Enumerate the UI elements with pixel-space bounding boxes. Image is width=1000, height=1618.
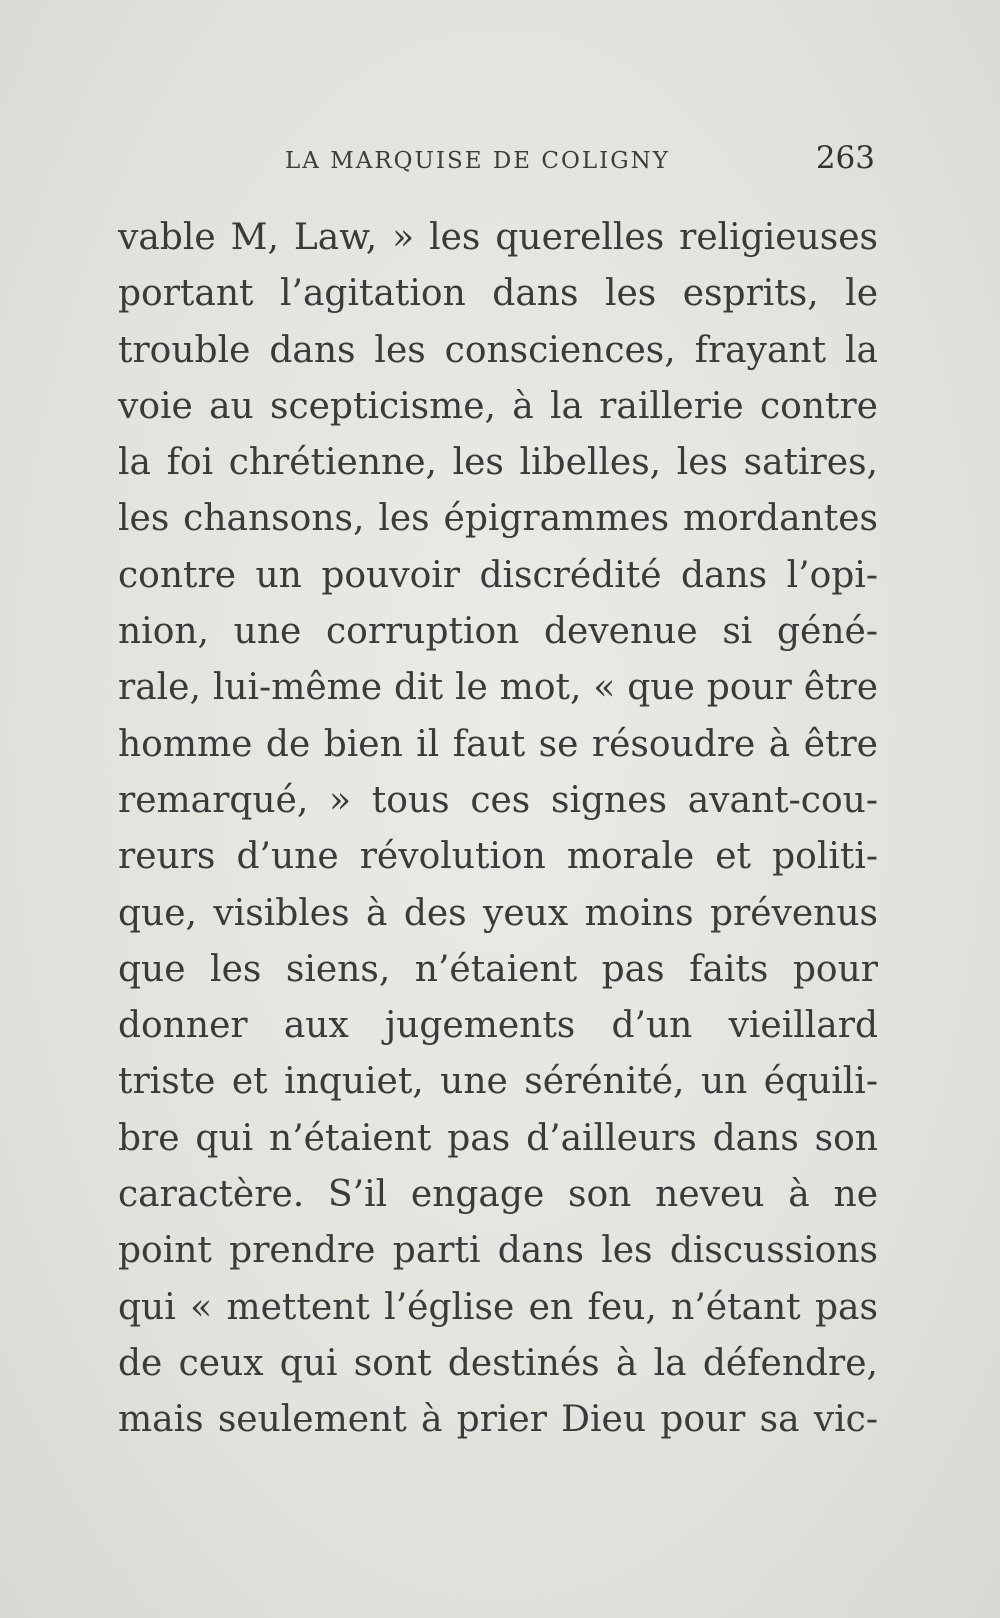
text-line: portant l’agitation dans les esprits, le (118, 273, 878, 315)
text-line: point prendre parti dans les discussions (118, 1230, 878, 1272)
text-line: voie au scepticisme, à la raillerie contre (118, 385, 878, 427)
text-line: caractère. S’il engage son neveu à ne (118, 1174, 878, 1216)
text-line: remarqué, » tous ces signes avant-cou- (118, 779, 878, 821)
text-line: la foi chrétienne, les libelles, les satires, (118, 442, 878, 484)
text-line: de ceux qui sont destinés à la défendre, (118, 1342, 878, 1384)
text-line: les chansons, les épigrammes mordantes (118, 498, 878, 540)
text-line: que les siens, n’étaient pas faits pour (118, 948, 878, 990)
text-line: contre un pouvoir discrédité dans l’opi- (118, 554, 878, 596)
page-number: 263 (815, 140, 875, 176)
text-line: reurs d’une révolution morale et politi- (118, 836, 878, 878)
text-line: bre qui n’étaient pas d’ailleurs dans son (118, 1117, 878, 1159)
text-line: triste et inquiet, une sérénité, un équili- (118, 1061, 878, 1103)
text-line: qui « mettent l’église en feu, n’étant pas (118, 1286, 878, 1328)
running-head (115, 140, 875, 184)
text-line: rale, lui-même dit le mot, « que pour être (118, 667, 878, 709)
running-title: LA MARQUISE DE COLIGNY (285, 148, 670, 174)
text-line: que, visibles à des yeux moins prévenus (118, 892, 878, 934)
text-line: donner aux jugements d’un vieillard (118, 1005, 878, 1047)
text-line: homme de bien il faut se résoudre à être (118, 723, 878, 765)
body-text (118, 210, 878, 1449)
text-line: trouble dans les consciences, frayant la (118, 329, 878, 371)
text-line: nion, une corruption devenue si géné- (118, 611, 878, 653)
text-line: mais seulement à prier Dieu pour sa vic- (118, 1399, 878, 1441)
text-line: vable M, Law, » les querelles religieuses (118, 217, 878, 258)
